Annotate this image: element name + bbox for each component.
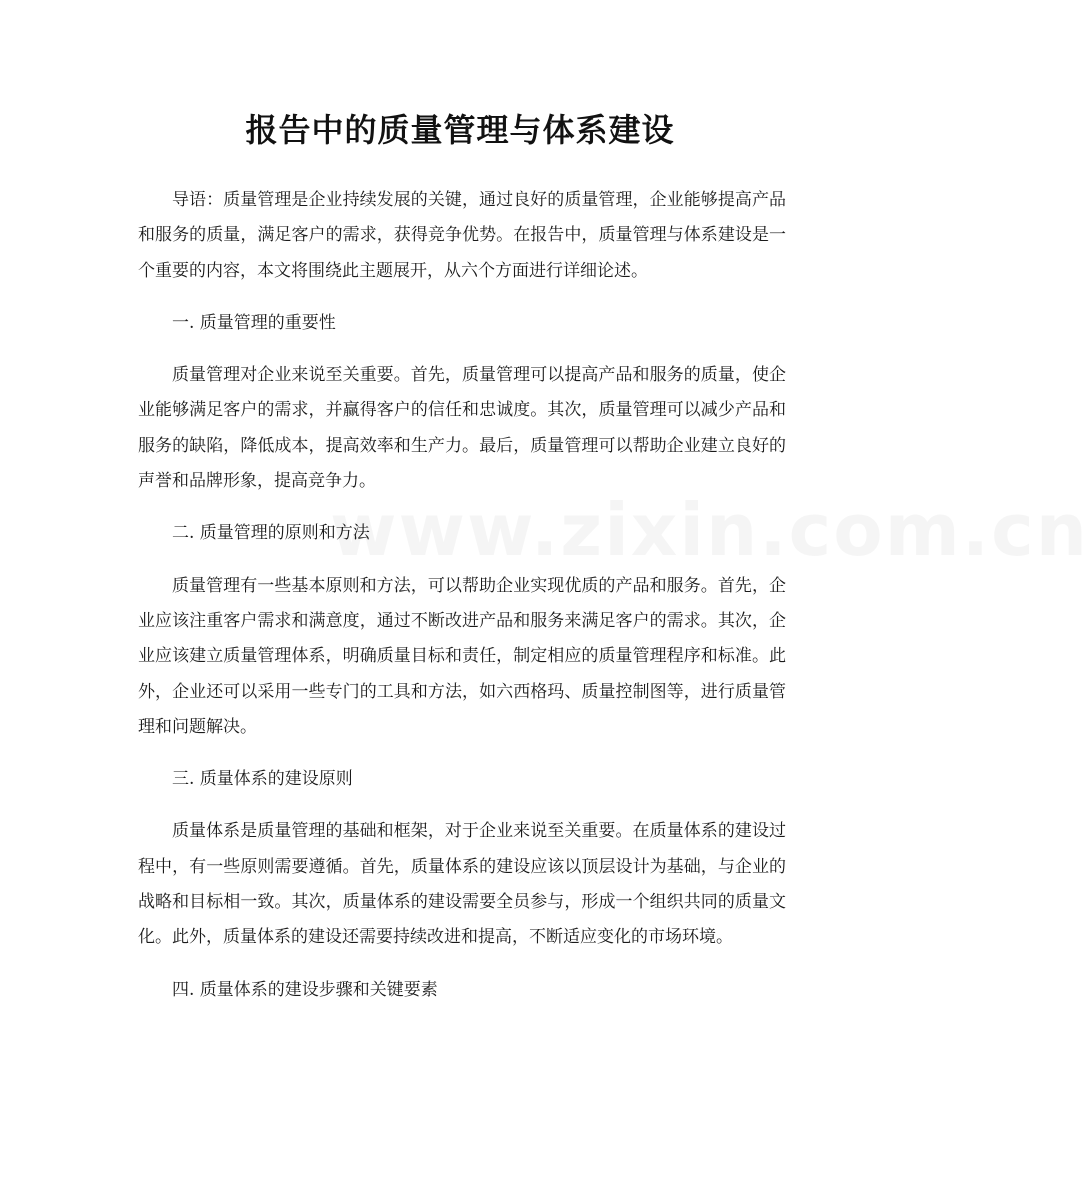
section-heading-1: 一. 质量管理的重要性 [172,312,336,333]
section-body-2: 质量管理有一些基本原则和方法，可以帮助企业实现优质的产品和服务。首先，企业应该注重客户需求和满意度，通过不断改进产品和服务来满足客户的需求。其次，企业应该建立质量管理体系，明确质量目标和责任，制定相应的质量管理程序和标准。此外，企业还可以采用一些专门的工具和方法，如六西格玛、质量控制图等，进行质量管理和问题解决。 [138,575,786,737]
intro-paragraph: 导语：质量管理是企业持续发展的关键，通过良好的质量管理，企业能够提高产品和服务的质量，满足客户的需求，获得竞争优势。在报告中，质量管理与体系建设是一个重要的内容，本文将围绕此主题展开，从六个方面进行详细论述。 [138,190,786,281]
section-heading-4: 四. 质量体系的建设步骤和关键要素 [172,979,438,1000]
section-body-1: 质量管理对企业来说至关重要。首先，质量管理可以提高产品和服务的质量，使企业能够满足客户的需求，并赢得客户的信任和忠诚度。其次，质量管理可以减少产品和服务的缺陷，降低成本，提高效率和生产力。最后，质量管理可以帮助企业建立良好的声誉和品牌形象，提高竞争力。 [138,365,786,492]
document-title: 报告中的质量管理与体系建设 [245,111,675,149]
document-body [138,183,786,1008]
section-heading-2: 二. 质量管理的原则和方法 [172,523,370,544]
section-body-3: 质量体系是质量管理的基础和框架，对于企业来说至关重要。在质量体系的建设过程中，有一些原则需要遵循。首先，质量体系的建设应该以顶层设计为基础，与企业的战略和目标相一致。其次，质量体系的建设需要全员参与，形成一个组织共同的质量文化。此外，质量体系的建设还需要持续改进和提高，不断适应变化的市场环境。 [138,821,786,948]
section-heading-3: 三. 质量体系的建设原则 [172,769,353,790]
watermark: www.zixin.com.cn [330,488,1089,572]
